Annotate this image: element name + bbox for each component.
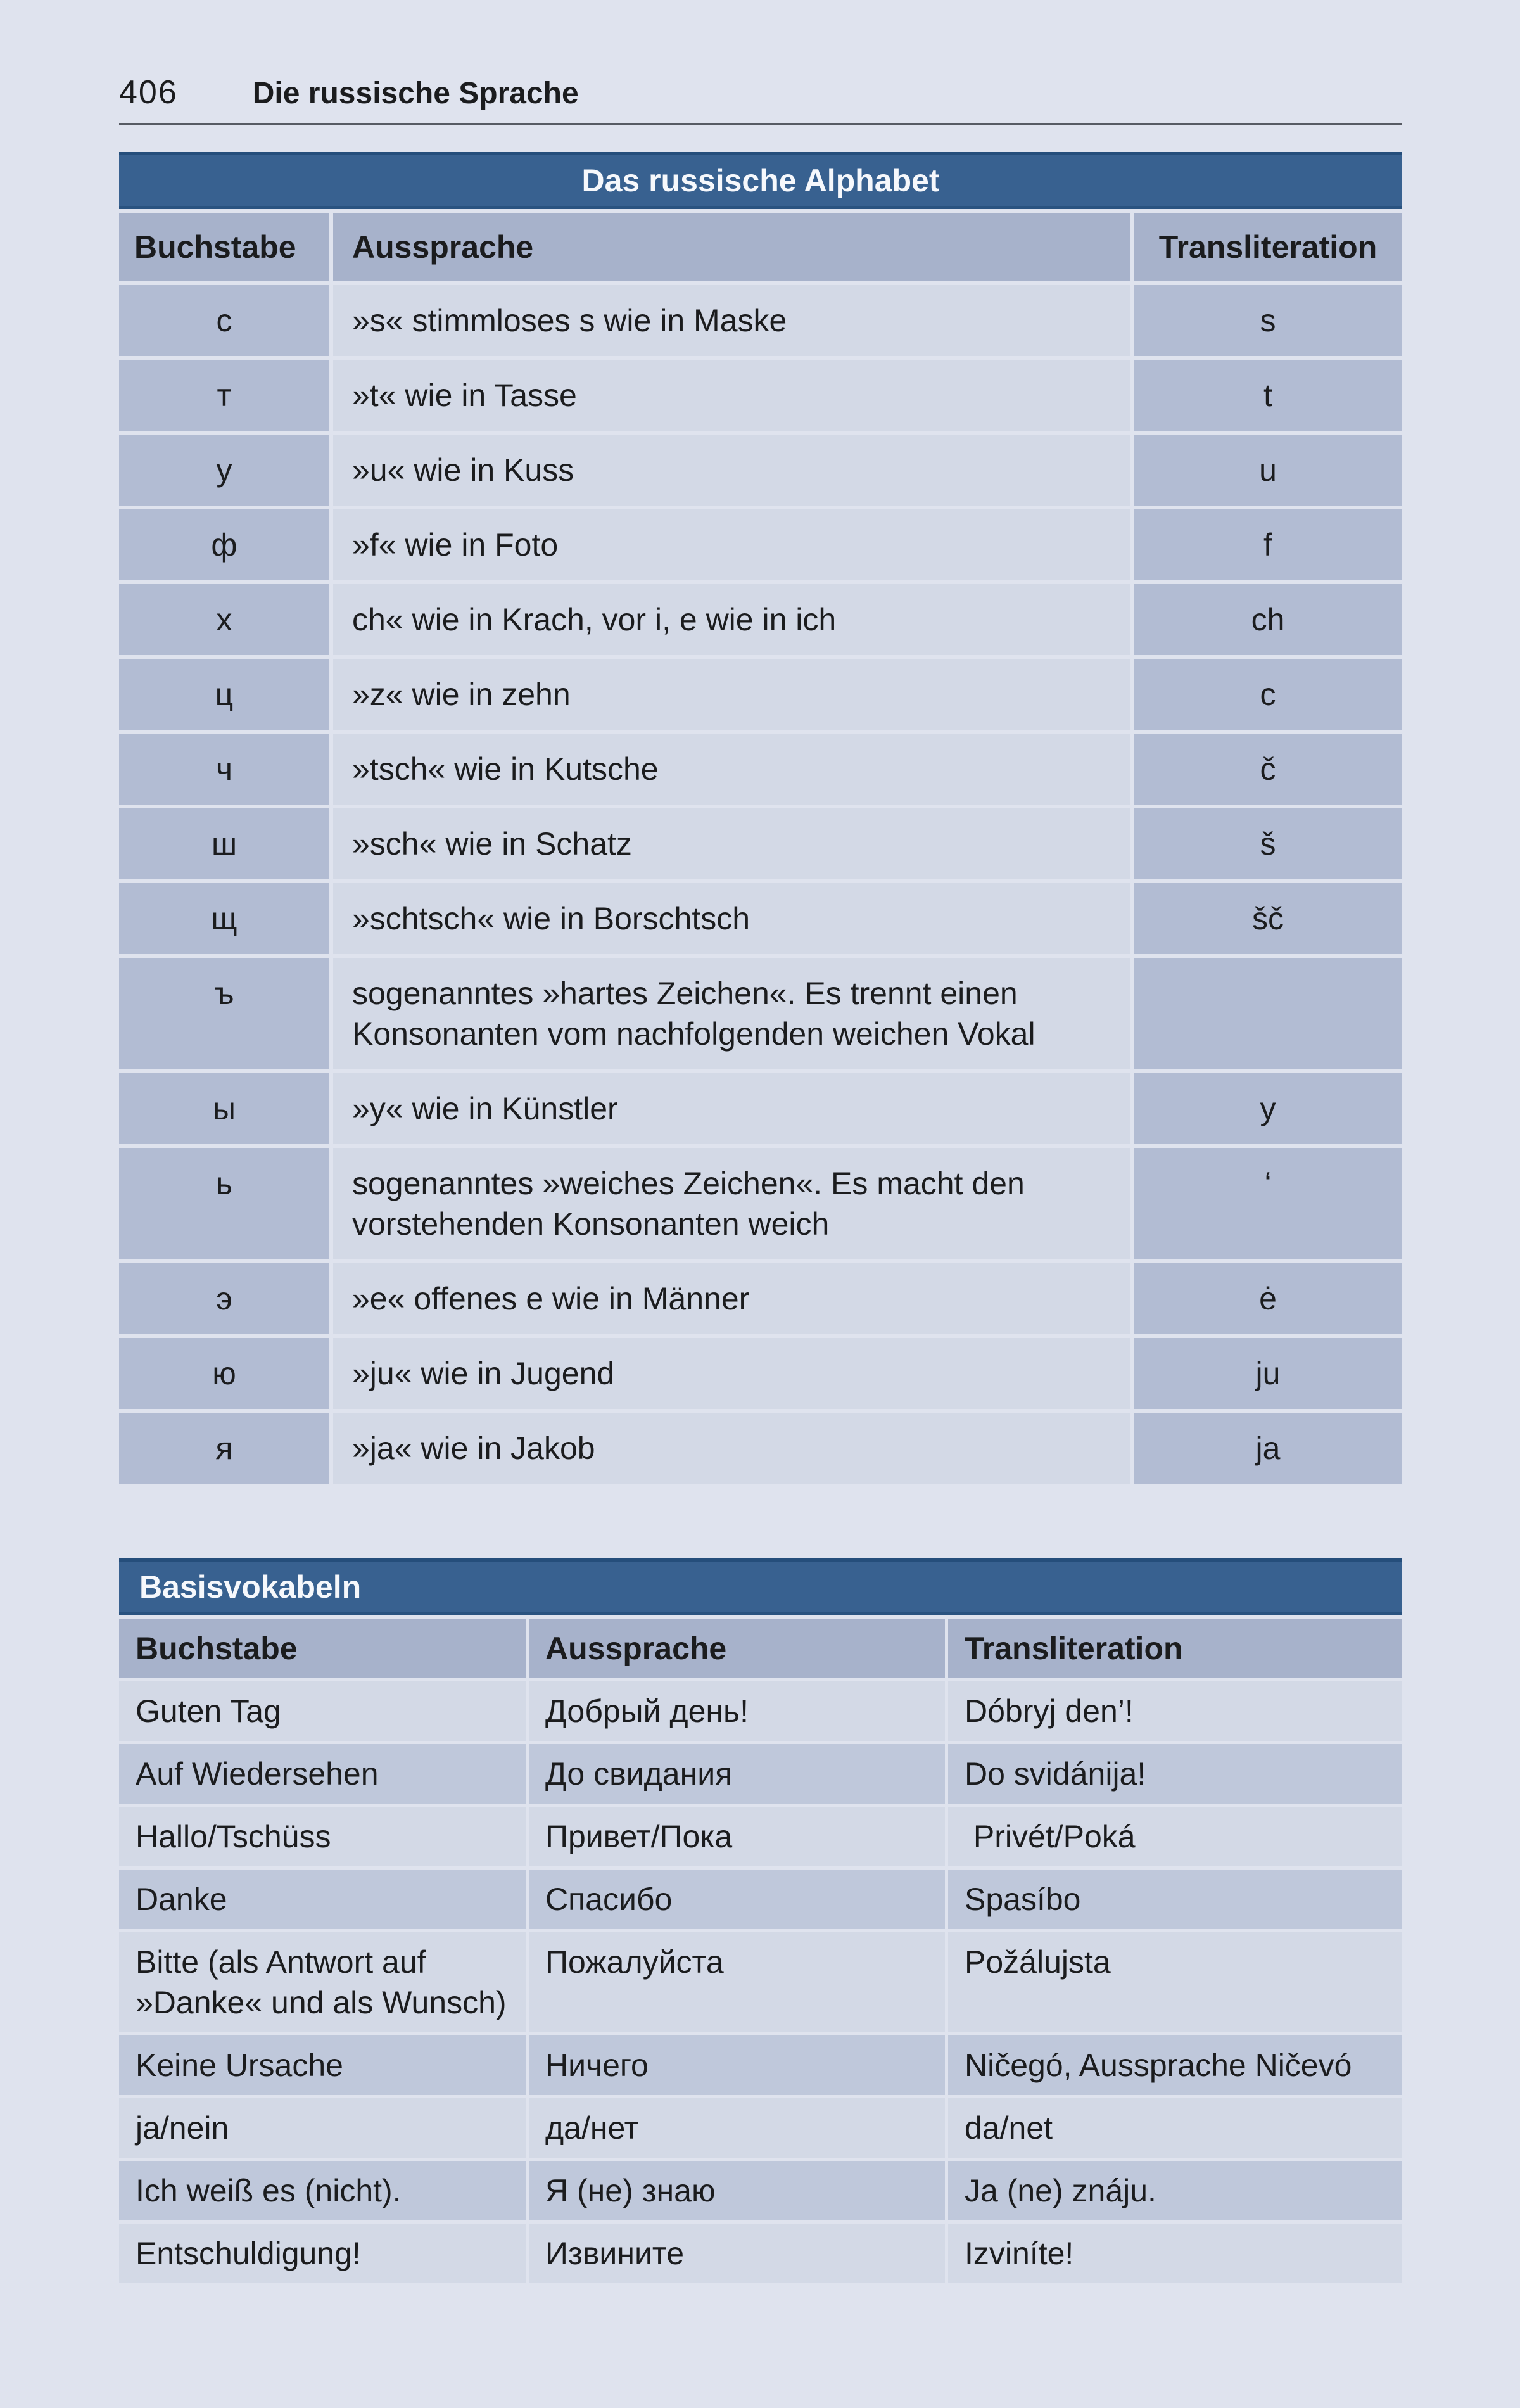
letter-cell: щ — [119, 883, 329, 954]
pronunciation-cell: »f« wie in Foto — [333, 509, 1130, 580]
alphabet-row — [119, 958, 1402, 1069]
letter-cell: т — [119, 360, 329, 431]
transliteration-cell: da/net — [948, 2098, 1402, 2158]
transliteration-cell: č — [1134, 734, 1402, 805]
alphabet-row — [119, 360, 1402, 431]
letter-cell: с — [119, 285, 329, 356]
transliteration-cell: Spasíbo — [948, 1870, 1402, 1929]
transliteration-cell: s — [1134, 285, 1402, 356]
alphabet-table-title-bar — [119, 152, 1402, 209]
vocab-header-row — [119, 1619, 1402, 1678]
pronunciation-cell: »sch« wie in Schatz — [333, 808, 1130, 879]
vocab-row — [119, 2161, 1402, 2220]
transliteration-cell: u — [1134, 435, 1402, 506]
chapter-title: Die russische Sprache — [252, 77, 579, 110]
letter-cell: х — [119, 584, 329, 655]
letter-cell: ф — [119, 509, 329, 580]
alphabet-row — [119, 1263, 1402, 1334]
transliteration-cell: ė — [1134, 1263, 1402, 1334]
letter-cell: у — [119, 435, 329, 506]
alphabet-row — [119, 285, 1402, 356]
vocab-table-title: Basisvokabeln — [139, 1569, 362, 1605]
pronunciation-cell: »e« offenes e wie in Männer — [333, 1263, 1130, 1334]
pronunciation-cell: »t« wie in Tasse — [333, 360, 1130, 431]
vocab-table-title-bar — [119, 1558, 1402, 1615]
russian-cell: Я (не) знаю — [529, 2161, 945, 2220]
alphabet-row — [119, 509, 1402, 580]
russian-cell: До свидания — [529, 1744, 945, 1804]
german-cell: Ich weiß es (nicht). — [119, 2161, 526, 2220]
alphabet-row — [119, 883, 1402, 954]
letter-cell: ч — [119, 734, 329, 805]
column-header-buchstabe: Buchstabe — [119, 1619, 526, 1678]
russian-cell: Пожалуйста — [529, 1932, 945, 2032]
column-header-aussprache: Aussprache — [529, 1619, 945, 1678]
vocab-row — [119, 1681, 1402, 1741]
transliteration-cell: ju — [1134, 1338, 1402, 1409]
letter-cell: ш — [119, 808, 329, 879]
transliteration-cell: š — [1134, 808, 1402, 879]
pronunciation-cell: ch« wie in Krach, vor i, e wie in ich — [333, 584, 1130, 655]
column-header-transliteration: Transliteration — [948, 1619, 1402, 1678]
alphabet-row — [119, 659, 1402, 730]
alphabet-row — [119, 1413, 1402, 1484]
alphabet-row — [119, 435, 1402, 506]
pronunciation-cell: »z« wie in zehn — [333, 659, 1130, 730]
transliteration-cell: f — [1134, 509, 1402, 580]
german-cell: Danke — [119, 1870, 526, 1929]
vocab-row — [119, 2035, 1402, 2095]
page-number: 406 — [119, 74, 178, 111]
russian-cell: Привет/Пока — [529, 1807, 945, 1866]
alphabet-row — [119, 734, 1402, 805]
transliteration-cell: Požálujsta — [948, 1932, 1402, 2032]
transliteration-cell: y — [1134, 1073, 1402, 1144]
russian-cell: да/нет — [529, 2098, 945, 2158]
russian-cell: Ничего — [529, 2035, 945, 2095]
transliteration-cell: Dóbryj den’! — [948, 1681, 1402, 1741]
german-cell: ja/nein — [119, 2098, 526, 2158]
pronunciation-cell: sogenanntes »weiches Zeichen«. Es macht den vorstehenden Konsonanten weich — [333, 1148, 1130, 1259]
transliteration-cell: Izviníte! — [948, 2224, 1402, 2283]
header-rule — [119, 123, 1402, 125]
german-cell: Bitte (als Antwort auf »Danke« und als Wunsch) — [119, 1932, 526, 2032]
transliteration-cell: ‘ — [1134, 1148, 1402, 1259]
pronunciation-cell: »ja« wie in Jakob — [333, 1413, 1130, 1484]
column-header-buchstabe: Buchstabe — [119, 213, 329, 281]
vocab-row — [119, 1870, 1402, 1929]
letter-cell: э — [119, 1263, 329, 1334]
alphabet-row — [119, 1148, 1402, 1259]
pronunciation-cell: »u« wie in Kuss — [333, 435, 1130, 506]
pronunciation-cell: »y« wie in Künstler — [333, 1073, 1130, 1144]
alphabet-row — [119, 1073, 1402, 1144]
alphabet-row — [119, 584, 1402, 655]
letter-cell: я — [119, 1413, 329, 1484]
russian-cell: Добрый день! — [529, 1681, 945, 1741]
russian-cell: Спасибо — [529, 1870, 945, 1929]
alphabet-row — [119, 808, 1402, 879]
vocab-row — [119, 2224, 1402, 2283]
pronunciation-cell: sogenanntes »hartes Zeichen«. Es trennt einen Konsonanten vom nachfolgenden weichen Vokal — [333, 958, 1130, 1069]
page-content — [119, 0, 1402, 2283]
german-cell: Keine Ursache — [119, 2035, 526, 2095]
letter-cell: ц — [119, 659, 329, 730]
letter-cell: ю — [119, 1338, 329, 1409]
german-cell: Hallo/Tschüss — [119, 1807, 526, 1866]
letter-cell: ъ — [119, 958, 329, 1069]
alphabet-table-title: Das russische Alphabet — [581, 163, 940, 198]
running-head — [119, 0, 1402, 111]
vocab-row — [119, 2098, 1402, 2158]
transliteration-cell: Do svidánija! — [948, 1744, 1402, 1804]
transliteration-cell: Ja (ne) znáju. — [948, 2161, 1402, 2220]
alphabet-header-row — [119, 213, 1402, 281]
vocab-row — [119, 1744, 1402, 1804]
letter-cell: ь — [119, 1148, 329, 1259]
transliteration-cell: Ničegó, Aussprache Ničevó — [948, 2035, 1402, 2095]
alphabet-table — [119, 152, 1402, 1484]
german-cell: Auf Wiedersehen — [119, 1744, 526, 1804]
pronunciation-cell: »s« stimmloses s wie in Maske — [333, 285, 1130, 356]
transliteration-cell: t — [1134, 360, 1402, 431]
transliteration-cell: ja — [1134, 1413, 1402, 1484]
german-cell: Guten Tag — [119, 1681, 526, 1741]
vocab-table — [119, 1558, 1402, 2283]
alphabet-row — [119, 1338, 1402, 1409]
transliteration-cell: ch — [1134, 584, 1402, 655]
german-cell: Entschuldigung! — [119, 2224, 526, 2283]
pronunciation-cell: »ju« wie in Jugend — [333, 1338, 1130, 1409]
pronunciation-cell: »tsch« wie in Kutsche — [333, 734, 1130, 805]
transliteration-cell — [1134, 958, 1402, 1069]
pronunciation-cell: »schtsch« wie in Borschtsch — [333, 883, 1130, 954]
transliteration-cell: šč — [1134, 883, 1402, 954]
transliteration-cell: c — [1134, 659, 1402, 730]
column-header-transliteration: Transliteration — [1134, 213, 1402, 281]
russian-cell: Извините — [529, 2224, 945, 2283]
transliteration-cell: Privét/Poká — [948, 1807, 1402, 1866]
column-header-aussprache: Aussprache — [333, 213, 1130, 281]
letter-cell: ы — [119, 1073, 329, 1144]
vocab-row — [119, 1932, 1402, 2032]
vocab-row — [119, 1807, 1402, 1866]
